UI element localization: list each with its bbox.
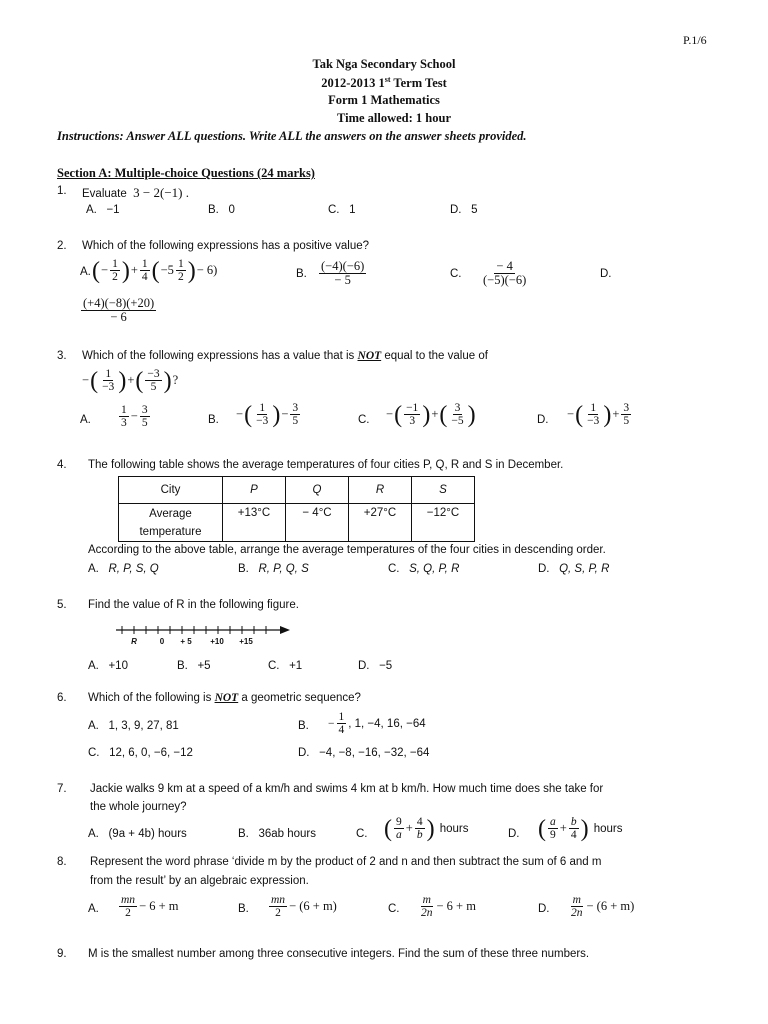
q7-option-d-expr: ( $\frac{a}{9}$ + $\frac{b}{4}$ ) hours xyxy=(538,815,623,842)
q1-option-d: D. 5 xyxy=(450,204,478,216)
q3-option-c-expr: − ( $\frac{-1}{3}$ ) + ( $\frac{3}{-5}$ ) xyxy=(386,401,476,428)
axis-label-r: R xyxy=(131,637,137,646)
table-cell: −12°C xyxy=(412,504,475,542)
q3-option-a-label: A. xyxy=(80,414,91,426)
q5-text: Find the value of R in the following figure. xyxy=(88,599,299,611)
q4-option-c: C. S, Q, P, R xyxy=(388,563,460,575)
q4-option-a: A. R, P, S, Q xyxy=(88,563,159,575)
q1-text: Evaluate 3 − 2(−1) . xyxy=(82,185,189,200)
instructions: Instructions: Answer ALL questions. Write ALL the answers on the answer sheets provided. xyxy=(57,129,527,143)
q3-option-a-expr: $\frac{1}{3}$ − $\frac{3}{5}$ xyxy=(121,404,148,430)
table-cell: +13°C xyxy=(223,504,286,542)
q8-number: 8. xyxy=(57,856,67,868)
q4-option-d: D. Q, S, P, R xyxy=(538,563,610,575)
time-allowed: Time allowed: 1 hour xyxy=(336,111,451,125)
q4-option-b: B. R, P, Q, S xyxy=(238,563,309,575)
q3-option-b-expr: − ( $\frac{1}{-3}$ ) − $\frac{3}{5}$ xyxy=(236,401,299,428)
q5-option-d: D. −5 xyxy=(358,660,393,672)
q1-number: 1. xyxy=(57,185,67,197)
q5-option-c: C. +1 xyxy=(268,660,303,672)
q2-option-c-label: C. xyxy=(450,268,462,280)
q5-option-a: A. +10 xyxy=(88,660,128,672)
q6-text: Which of the following is NOT a geometric sequence? xyxy=(88,692,361,704)
axis-label-10: +10 xyxy=(210,637,224,646)
q8-option-b-expr: $\frac{mn}{2}$ − (6 + m) xyxy=(271,894,337,920)
section-a-title: Section A: Multiple-choice Questions (24 marks) xyxy=(57,166,315,180)
q7-number: 7. xyxy=(57,783,67,795)
q7-option-d-label: D. xyxy=(508,828,520,840)
q2-option-b-label: B. xyxy=(296,268,307,280)
q2-option-b-expr: $\frac{(-4)(-6)}{- 5}$ xyxy=(321,259,365,288)
q9-text: M is the smallest number among three consecutive integers. Find the sum of these three numbers. xyxy=(88,948,590,960)
table-cell: − 4°C xyxy=(286,504,349,542)
q3-option-c-label: C. xyxy=(358,414,370,426)
q6-option-b-expr: − $\frac{1}{4}$ , 1, −4, 16, −64 xyxy=(328,711,426,737)
q6-option-b-label: B. xyxy=(298,720,309,732)
q6-option-a: A. 1, 3, 9, 27, 81 xyxy=(88,720,179,732)
table-header-r: R xyxy=(349,477,412,504)
number-line-figure xyxy=(116,622,292,648)
school-name: Tak Nga Secondary School xyxy=(312,57,456,71)
q7-text: Jackie walks 9 km at a speed of a km/h and swims 4 km at b km/h. How much time does she take for xyxy=(90,783,604,795)
q7-option-a: A. (9a + 4b) hours xyxy=(88,828,187,840)
q5-option-b: B. +5 xyxy=(177,660,211,672)
axis-label-0: 0 xyxy=(159,637,165,646)
q3-text: Which of the following expressions has a value that is NOT equal to the value of xyxy=(82,350,488,362)
q7-option-c-label: C. xyxy=(356,828,368,840)
q2-option-a-expr: ( − $\frac{1}{2}$ ) + $\frac{1}{4}$ ( −5 $\frac{1}{2}$ ) − 6) xyxy=(92,257,218,284)
q1-option-b: B. 0 xyxy=(208,204,235,216)
table-header-q: Q xyxy=(286,477,349,504)
q7-text-2: the whole journey? xyxy=(90,801,187,813)
q8-option-b-label: B. xyxy=(238,903,249,915)
page-number: P.1/6 xyxy=(683,33,707,47)
axis-label-15: +15 xyxy=(239,637,253,646)
q8-option-a-label: A. xyxy=(88,903,99,915)
q3-stem-expr: − ( $\frac{1}{-3}$ ) + ( $\frac{-3}{5}$ ) ? xyxy=(82,367,179,394)
q7-option-c-expr: ( $\frac{9}{a}$ + $\frac{4}{b}$ ) hours xyxy=(384,815,469,842)
q3-number: 3. xyxy=(57,350,67,362)
q2-option-d-label: D. xyxy=(600,268,612,280)
q6-option-d: D. −4, −8, −16, −32, −64 xyxy=(298,747,430,759)
table-header-s: S xyxy=(412,477,475,504)
q2-option-d-expr: $\frac{(+4)(-8)(+20)}{- 6}$ xyxy=(83,296,155,325)
table-cell: +27°C xyxy=(349,504,412,542)
q3-option-d-expr: − ( $\frac{1}{-3}$ ) + $\frac{3}{5}$ xyxy=(567,401,630,428)
q8-option-c-label: C. xyxy=(388,903,400,915)
q6-option-c: C. 12, 6, 0, −6, −12 xyxy=(88,747,193,759)
q8-option-d-label: D. xyxy=(538,903,550,915)
table-header-p: P xyxy=(223,477,286,504)
q8-option-c-expr: $\frac{m}{2n}$ − 6 + m xyxy=(421,894,476,920)
q7-option-b: B. 36ab hours xyxy=(238,828,317,840)
q2-number: 2. xyxy=(57,240,67,252)
q2-text: Which of the following expressions has a positive value? xyxy=(82,240,370,252)
q3-option-b-label: B. xyxy=(208,414,219,426)
q4-text-2: According to the above table, arrange the average temperatures of the four cities in descending order. xyxy=(88,544,606,556)
q1-option-a: A. −1 xyxy=(86,204,120,216)
q3-option-d-label: D. xyxy=(537,414,549,426)
q4-text: The following table shows the average temperatures of four cities P, Q, R and S in December. xyxy=(88,459,564,471)
table-header-city: City xyxy=(119,477,223,504)
q8-text: Represent the word phrase ‘divide m by the product of 2 and n and then subtract the sum of 6 and m xyxy=(90,856,602,868)
q8-option-a-expr: $\frac{mn}{2}$ − 6 + m xyxy=(121,894,179,920)
term-title: 2012-2013 1st Term Test xyxy=(321,75,447,91)
q6-number: 6. xyxy=(57,692,67,704)
q8-text-2: from the result’ by an algebraic expression. xyxy=(90,875,309,887)
number-line-arrow xyxy=(280,626,290,634)
subject-title: Form 1 Mathematics xyxy=(328,93,440,107)
q2-option-c-expr: $\frac{- 4}{(-5)(-6)}$ xyxy=(483,259,527,288)
temperature-table xyxy=(118,476,475,542)
q5-number: 5. xyxy=(57,599,67,611)
q9-number: 9. xyxy=(57,948,67,960)
q8-option-d-expr: $\frac{m}{2n}$ − (6 + m) xyxy=(571,894,635,920)
axis-label-5: + 5 xyxy=(180,637,192,646)
q2-option-a-label: A. xyxy=(80,266,91,278)
table-row-label: Average temperature xyxy=(119,504,223,542)
q4-number: 4. xyxy=(57,459,67,471)
q1-option-c: C. 1 xyxy=(328,204,356,216)
